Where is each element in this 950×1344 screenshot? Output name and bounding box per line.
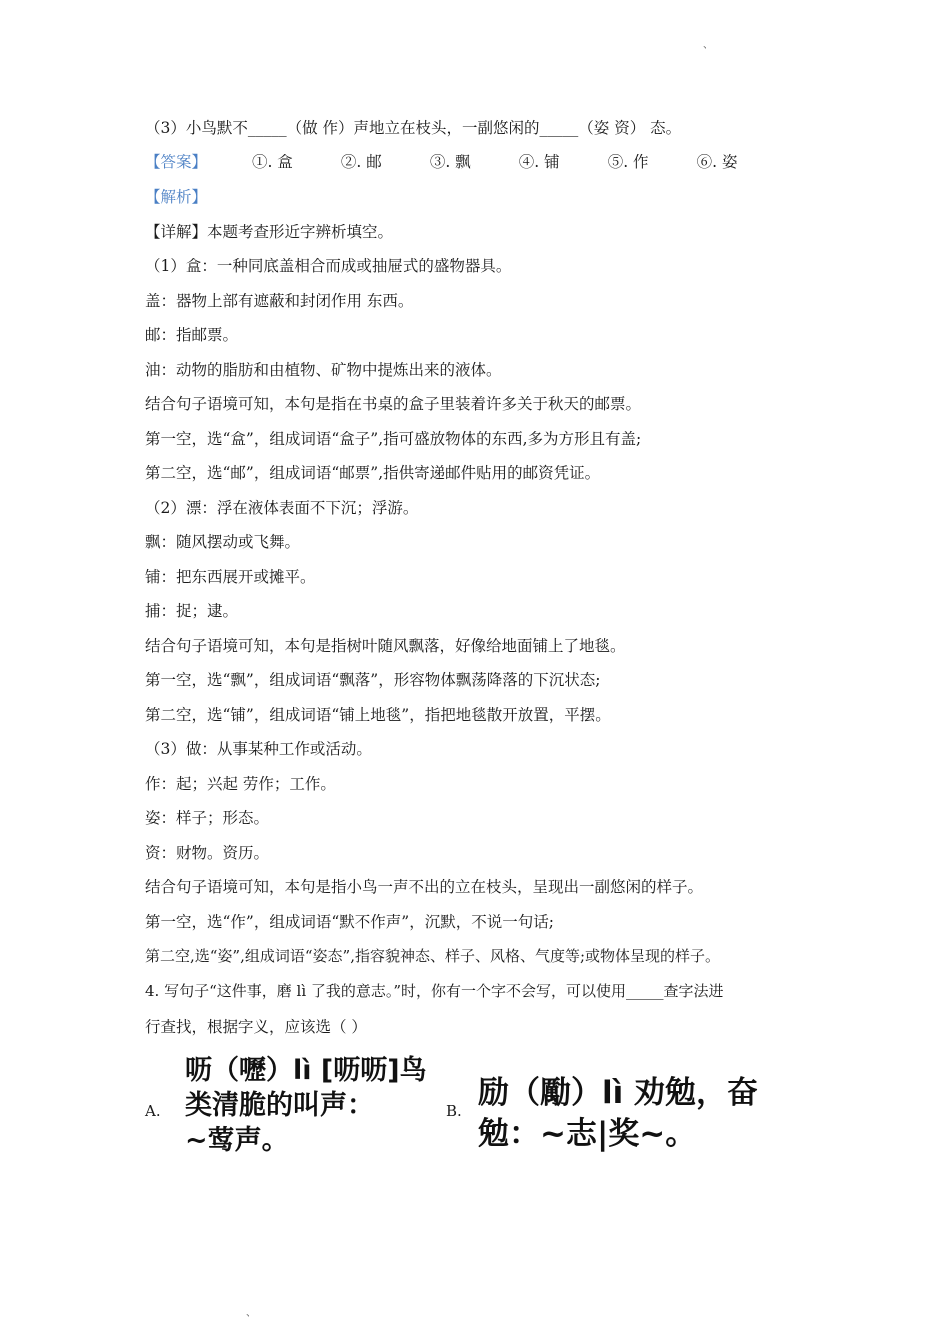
explanation-line: 资：财物。资历。 xyxy=(145,844,270,862)
explanation-line: （3）做：从事某种工作或活动。 xyxy=(145,740,372,758)
explanation-line: 第二空，选“铺”，组成词语“铺上地毯”，指把地毯散开放置，平摆。 xyxy=(145,706,611,724)
explanation-line: 飘：随风摆动或飞舞。 xyxy=(145,533,301,551)
answer-item: ⑤. 作 xyxy=(607,153,649,171)
explanation-line: 邮：指邮票。 xyxy=(145,326,239,344)
answer-item: ①. 盒 xyxy=(251,153,293,171)
question-3-sentence: （3）小鸟默不_____（做 作）声地立在枝头，一副悠闲的_____（姿 资） 态。 xyxy=(145,119,682,137)
page-mark-top: 、 xyxy=(703,40,713,51)
explanation-line: 【详解】本题考查形近字辨析填空。 xyxy=(145,223,394,241)
explanation-line: 盖：器物上部有遮蔽和封闭作用 东西。 xyxy=(145,292,414,310)
answer-item: ②. 邮 xyxy=(340,153,382,171)
option-a-text-line: 类清脆的叫声： xyxy=(185,1090,374,1121)
option-b-letter: B. xyxy=(446,1102,462,1120)
explanation-line: 第一空，选“飘”，组成词语“飘落”，形容物体飘荡降落的下沉状态; xyxy=(145,671,601,689)
explanation-line: 第一空，选“盒”，组成词语“盒子”,指可盛放物体的东西,多为方形且有盖; xyxy=(145,430,642,448)
option-a-letter: A. xyxy=(145,1102,161,1120)
explanation-line: 结合句子语境可知，本句是指树叶随风飘落，好像给地面铺上了地毯。 xyxy=(145,637,626,655)
option-b-text-line: 勉：~志|奖~。 xyxy=(478,1116,697,1152)
answer-item: ④. 铺 xyxy=(518,153,560,171)
answer-row xyxy=(145,152,757,172)
explanation-line: 作：起；兴起 劳作；工作。 xyxy=(145,775,336,793)
explanation-line: 铺：把东西展开或摊平。 xyxy=(145,568,316,586)
answer-item: ③. 飘 xyxy=(429,153,471,171)
explanation-line: 第二空,选“姿”,组成词语“姿态”,指容貌神态、样子、风格、气度等;或物体呈现的样子。 xyxy=(145,947,721,965)
explanation-line: 油：动物的脂肪和由植物、矿物中提炼出来的液体。 xyxy=(145,361,502,379)
explanation-line: 捕：捉；逮。 xyxy=(145,602,239,620)
explanation-line: 结合句子语境可知，本句是指小鸟一声不出的立在枝头，呈现出一副悠闲的样子。 xyxy=(145,878,704,896)
option-a-text-line: ~莺声。 xyxy=(185,1125,289,1156)
explanation-line: （1）盒：一种同底盖相合而成或抽屉式的盛物器具。 xyxy=(145,257,512,275)
answer-item: ⑥. 姿 xyxy=(696,153,738,171)
question-4-line-2: 行查找，根据字义，应该选（ ） xyxy=(145,1018,367,1036)
question-4-line-1: 4. 写句子“这件事，磨 lì 了我的意志。”时，你有一个字不会写，可以使用_____查字法进 xyxy=(145,982,724,1000)
explanation-line: 姿：样子；形态。 xyxy=(145,809,270,827)
explanation-line: 结合句子语境可知，本句是指在书桌的盒子里装着许多关于秋天的邮票。 xyxy=(145,395,642,413)
option-b-dictionary-entry xyxy=(478,1073,758,1155)
option-a-text-line: 呖（嚦）lì [呖呖]鸟 xyxy=(185,1055,427,1086)
analysis-label: 【解析】 xyxy=(145,188,208,206)
option-a-dictionary-entry xyxy=(185,1053,427,1158)
explanation-line: 第二空，选“邮”，组成词语“邮票”,指供寄递邮件贴用的邮资凭证。 xyxy=(145,464,601,482)
explanation-line: 第一空，选“作”，组成词语“默不作声”，沉默，不说一句话; xyxy=(145,913,554,931)
page-mark-bottom: 、 xyxy=(246,1308,256,1319)
option-b-text-line: 励（勵）lì 劝勉，奋 xyxy=(478,1075,759,1111)
explanation-line: （2）漂：浮在液体表面不下沉；浮游。 xyxy=(145,499,419,517)
answer-label: 【答案】 xyxy=(145,153,208,171)
